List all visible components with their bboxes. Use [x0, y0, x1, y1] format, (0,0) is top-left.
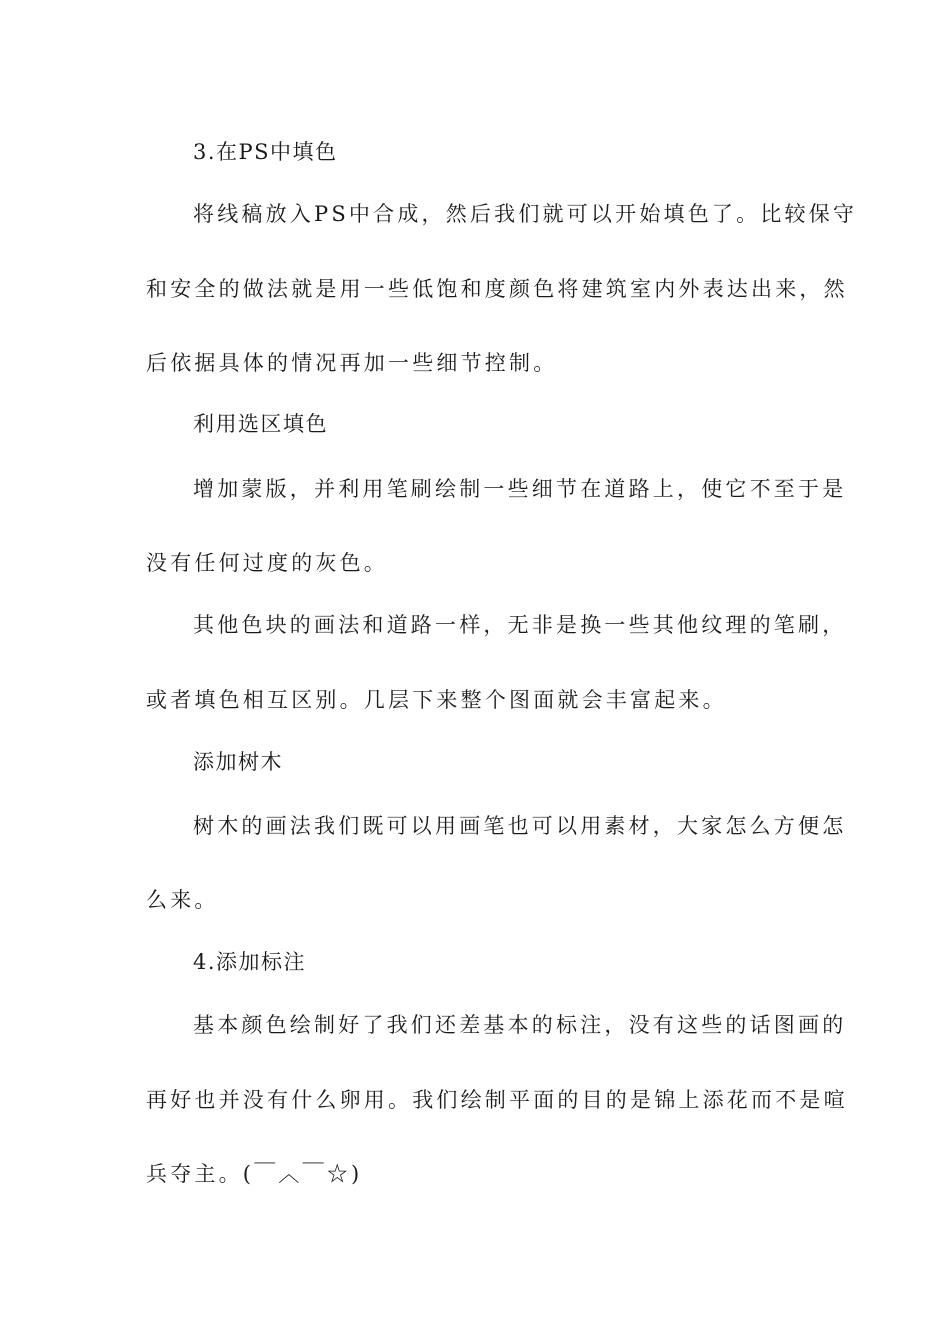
subheading-selection-fill: 利用选区填色 — [193, 412, 328, 436]
section-heading-fill-color: 3.在PS中填色 — [193, 140, 338, 164]
paragraph-line: 再好也并没有什么卵用。我们绘制平面的目的是锦上添花而不是喧 — [146, 1088, 848, 1112]
section-heading-add-labels: 4.添加标注 — [193, 950, 307, 974]
paragraph-line: 和安全的做法就是用一些低饱和度颜色将建筑室内外表达出来，然 — [146, 277, 848, 301]
paragraph-line: 增加蒙版，并利用笔刷绘制一些细节在道路上，使它不至于是 — [193, 477, 847, 501]
paragraph-line: 后依据具体的情况再加一些细节控制。 — [146, 351, 558, 375]
paragraph-line: 么来。 — [146, 888, 219, 912]
paragraph-line: 或者填色相互区别。几层下来整个图面就会丰富起来。 — [146, 688, 727, 712]
subheading-add-trees: 添加树木 — [193, 750, 283, 774]
paragraph-line: 兵夺主。(￣︿￣☆) — [146, 1162, 363, 1186]
paragraph-line: 基本颜色绘制好了我们还差基本的标注，没有这些的话图画的 — [193, 1013, 847, 1037]
paragraph-line: 其他色块的画法和道路一样，无非是换一些其他纹理的笔刷， — [193, 613, 847, 637]
paragraph-line: 将线稿放入PS中合成，然后我们就可以开始填色了。比较保守 — [193, 202, 858, 226]
paragraph-line: 树木的画法我们既可以用画笔也可以用素材，大家怎么方便怎 — [193, 814, 847, 838]
paragraph-line: 没有任何过度的灰色。 — [146, 551, 388, 575]
